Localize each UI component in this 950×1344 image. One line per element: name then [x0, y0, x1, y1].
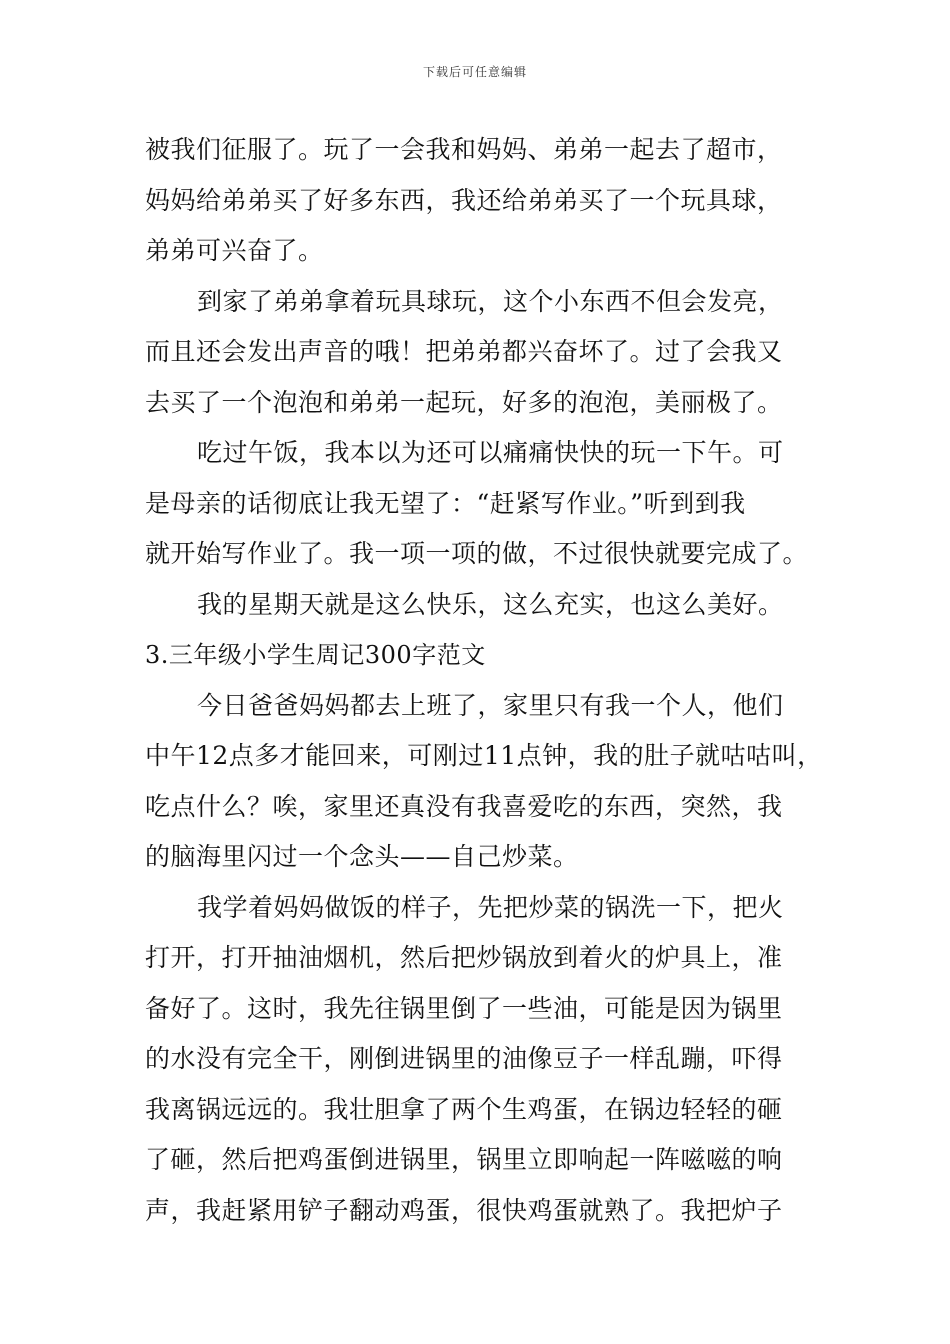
text-line: 中午12点多才能回来，可刚过11点钟，我的肚子就咕咕叫， [145, 741, 823, 770]
text-line: 的水没有完全干，刚倒进锅里的油像豆子一样乱蹦，吓得 [145, 1044, 783, 1073]
text-line: 备好了。这时，我先往锅里倒了一些油，可能是因为锅里 [145, 993, 783, 1023]
header-note: 下载后可任意编辑 [422, 65, 527, 79]
paragraph-start-line: 到家了弟弟拿着玩具球玩，这个小东西不但会发亮， [197, 286, 784, 316]
text-line: 是母亲的话彻底让我无望了：“赶紧写作业。”听到到我 [145, 488, 746, 518]
text-line: 声，我赶紧用铲子翻动鸡蛋，很快鸡蛋就熟了。我把炉子 [145, 1195, 783, 1225]
document-body [145, 125, 823, 1236]
text-line: 而且还会发出声音的哦！把弟弟都兴奋坏了。过了会我又 [145, 337, 783, 366]
text-line: 被我们征服了。玩了一会我和妈妈、弟弟一起去了超市， [145, 135, 783, 164]
text-line: 妈妈给弟弟买了好多东西，我还给弟弟买了一个玩具球， [145, 185, 783, 215]
text-line: 我离锅远远的。我壮胆拿了两个生鸡蛋，在锅边轻轻的砸 [145, 1094, 783, 1124]
text-line: 弟弟可兴奋了。 [145, 236, 324, 265]
paragraph-start-line: 今日爸爸妈妈都去上班了，家里只有我一个人，他们 [197, 690, 784, 720]
text-line: 去买了一个泡泡和弟弟一起玩，好多的泡泡，美丽极了。 [145, 387, 783, 417]
paragraph-start-line: 我的星期天就是这么快乐，这么充实，也这么美好。 [197, 589, 784, 619]
paragraph-start-line: 吃过午饭，我本以为还可以痛痛快快的玩一下午。可 [197, 438, 784, 467]
text-line: 吃点什么？唉，家里还真没有我喜爱吃的东西，突然，我 [145, 791, 783, 821]
text-line: 打开，打开抽油烟机，然后把炒锅放到着火的炉具上，准 [145, 943, 783, 972]
paragraph-start-line: 我学着妈妈做饭的样子，先把炒菜的锅洗一下，把火 [197, 892, 784, 922]
text-line: 了砸，然后把鸡蛋倒进锅里，锅里立即响起一阵嗞嗞的响 [145, 1145, 783, 1174]
section-heading: 3.三年级小学生周记300字范文 [145, 641, 486, 669]
text-line: 的脑海里闪过一个念头——自己炒菜。 [145, 842, 579, 871]
text-line: 就开始写作业了。我一项一项的做，不过很快就要完成了。 [145, 539, 809, 568]
